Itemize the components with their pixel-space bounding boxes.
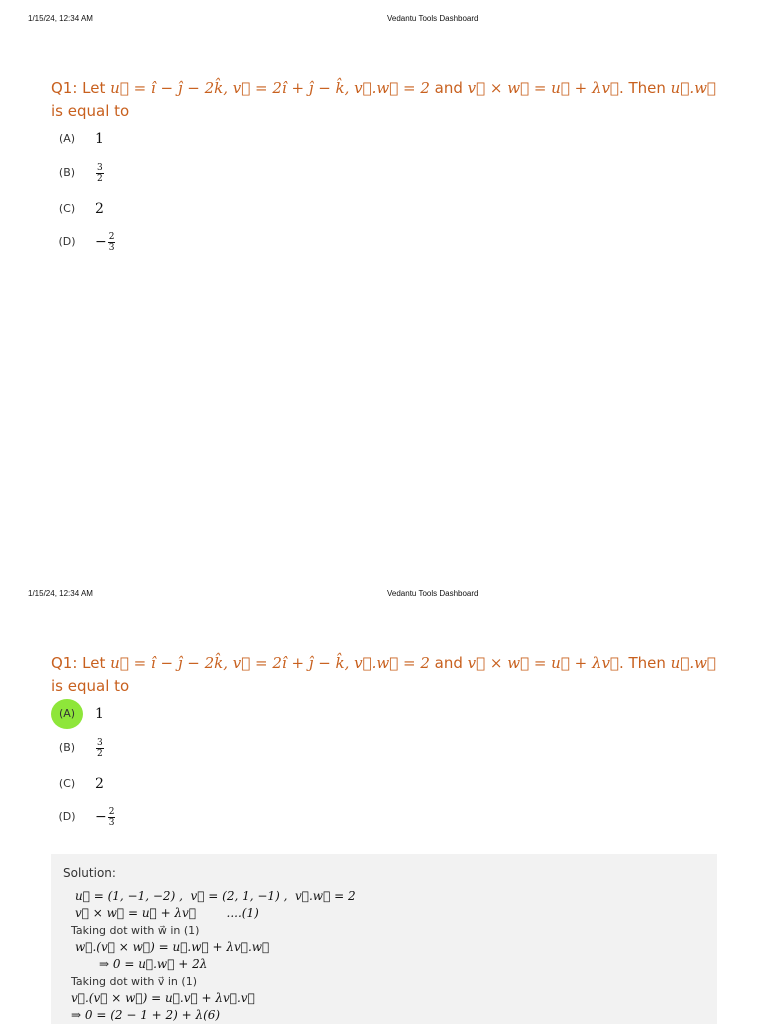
question-then: . Then — [618, 654, 671, 672]
fraction — [96, 738, 104, 759]
solution-lines — [71, 888, 356, 1024]
print-page-title: Vedantu Tools Dashboard — [387, 589, 479, 598]
question-v-def: v⃗ = 2î + ĵ − k̂, — [232, 654, 355, 672]
fraction — [96, 163, 104, 184]
option-label-selected: (A) — [51, 699, 83, 729]
option-sign: − — [95, 809, 107, 825]
question-u-def: u⃗ = î − ĵ − 2k̂, — [110, 79, 233, 97]
solution-line: ⇒ 0 = u⃗.w⃗ + 2λ — [99, 957, 208, 971]
option-label: (C) — [58, 777, 76, 790]
question-and: and — [429, 79, 468, 97]
question-vw-dot: v⃗.w⃗ = 2 — [354, 79, 430, 97]
option-label: (D) — [58, 235, 76, 248]
fraction-numerator: 2 — [108, 231, 115, 242]
option-label: (A) — [58, 132, 76, 145]
solution-line: ⇒ 0 = (2 − 1 + 2) + λ(6) — [71, 1008, 221, 1022]
option-label: (D) — [58, 810, 76, 823]
question-cross-eq: v⃗ × w⃗ = u⃗ + λv⃗ — [467, 79, 619, 97]
option-value: 2 — [95, 776, 104, 792]
question-prefix: Q1: Let — [51, 654, 111, 672]
option-value — [95, 733, 104, 763]
fraction — [108, 232, 116, 253]
fraction-denominator: 3 — [108, 242, 115, 253]
option-value — [95, 802, 115, 832]
option-value: 2 — [95, 201, 104, 217]
print-datetime: 1/15/24, 12:34 AM — [28, 14, 93, 23]
question-target: u⃗.w⃗ — [670, 654, 716, 672]
question-then: . Then — [618, 79, 671, 97]
page-header — [0, 575, 768, 598]
option-d[interactable] — [51, 227, 351, 257]
option-value — [95, 158, 104, 188]
print-datetime: 1/15/24, 12:34 AM — [28, 589, 93, 598]
question-vw-dot: v⃗.w⃗ = 2 — [354, 654, 430, 672]
solution-line: v⃗.(v⃗ × w⃗) = u⃗.v⃗ + λv⃗.v⃗ — [71, 991, 255, 1005]
option-b[interactable] — [51, 158, 351, 188]
solution-line: u⃗ = (1, −1, −2) , v⃗ = (2, 1, −1) , v⃗.w⃗ = 2 — [75, 889, 356, 903]
question-text — [51, 652, 721, 698]
fraction — [108, 807, 116, 828]
question-prefix: Q1: Let — [51, 79, 111, 97]
option-a[interactable] — [51, 124, 351, 154]
option-c[interactable] — [51, 769, 351, 799]
fraction-numerator: 3 — [97, 737, 103, 748]
solution-line: w⃗.(v⃗ × w⃗) = u⃗.w⃗ + λv⃗.w⃗ — [75, 940, 270, 954]
fraction-denominator: 3 — [108, 817, 115, 828]
solution-heading: Solution: — [63, 866, 116, 880]
option-b[interactable] — [51, 733, 351, 763]
question-cross-eq: v⃗ × w⃗ = u⃗ + λv⃗ — [467, 654, 619, 672]
option-value: 1 — [95, 131, 104, 147]
question-suffix: is equal to — [51, 102, 130, 120]
option-d[interactable] — [51, 802, 351, 832]
solution-line: Taking dot with w⃗ in (1) — [71, 924, 200, 937]
solution-panel — [51, 854, 717, 1024]
question-text — [51, 77, 721, 123]
option-value: 1 — [95, 706, 104, 722]
option-label: (B) — [58, 741, 76, 754]
solution-line: v⃗ × w⃗ = u⃗ + λv⃗ ....(1) — [75, 906, 259, 920]
print-page-title: Vedantu Tools Dashboard — [387, 14, 479, 23]
option-a[interactable] — [51, 699, 351, 729]
option-label: (B) — [58, 166, 76, 179]
option-c[interactable] — [51, 194, 351, 224]
question-suffix: is equal to — [51, 677, 130, 695]
fraction-numerator: 3 — [97, 162, 103, 173]
question-and: and — [429, 654, 468, 672]
fraction-denominator: 2 — [97, 748, 103, 759]
fraction-denominator: 2 — [97, 173, 103, 184]
question-target: u⃗.w⃗ — [670, 79, 716, 97]
question-u-def: u⃗ = î − ĵ − 2k̂, — [110, 654, 233, 672]
fraction-numerator: 2 — [108, 806, 115, 817]
option-label: (C) — [58, 202, 76, 215]
page-header — [0, 0, 768, 23]
option-sign: − — [95, 234, 107, 250]
question-v-def: v⃗ = 2î + ĵ − k̂, — [232, 79, 355, 97]
solution-line: Taking dot with v⃗ in (1) — [71, 975, 197, 988]
option-value — [95, 227, 115, 257]
